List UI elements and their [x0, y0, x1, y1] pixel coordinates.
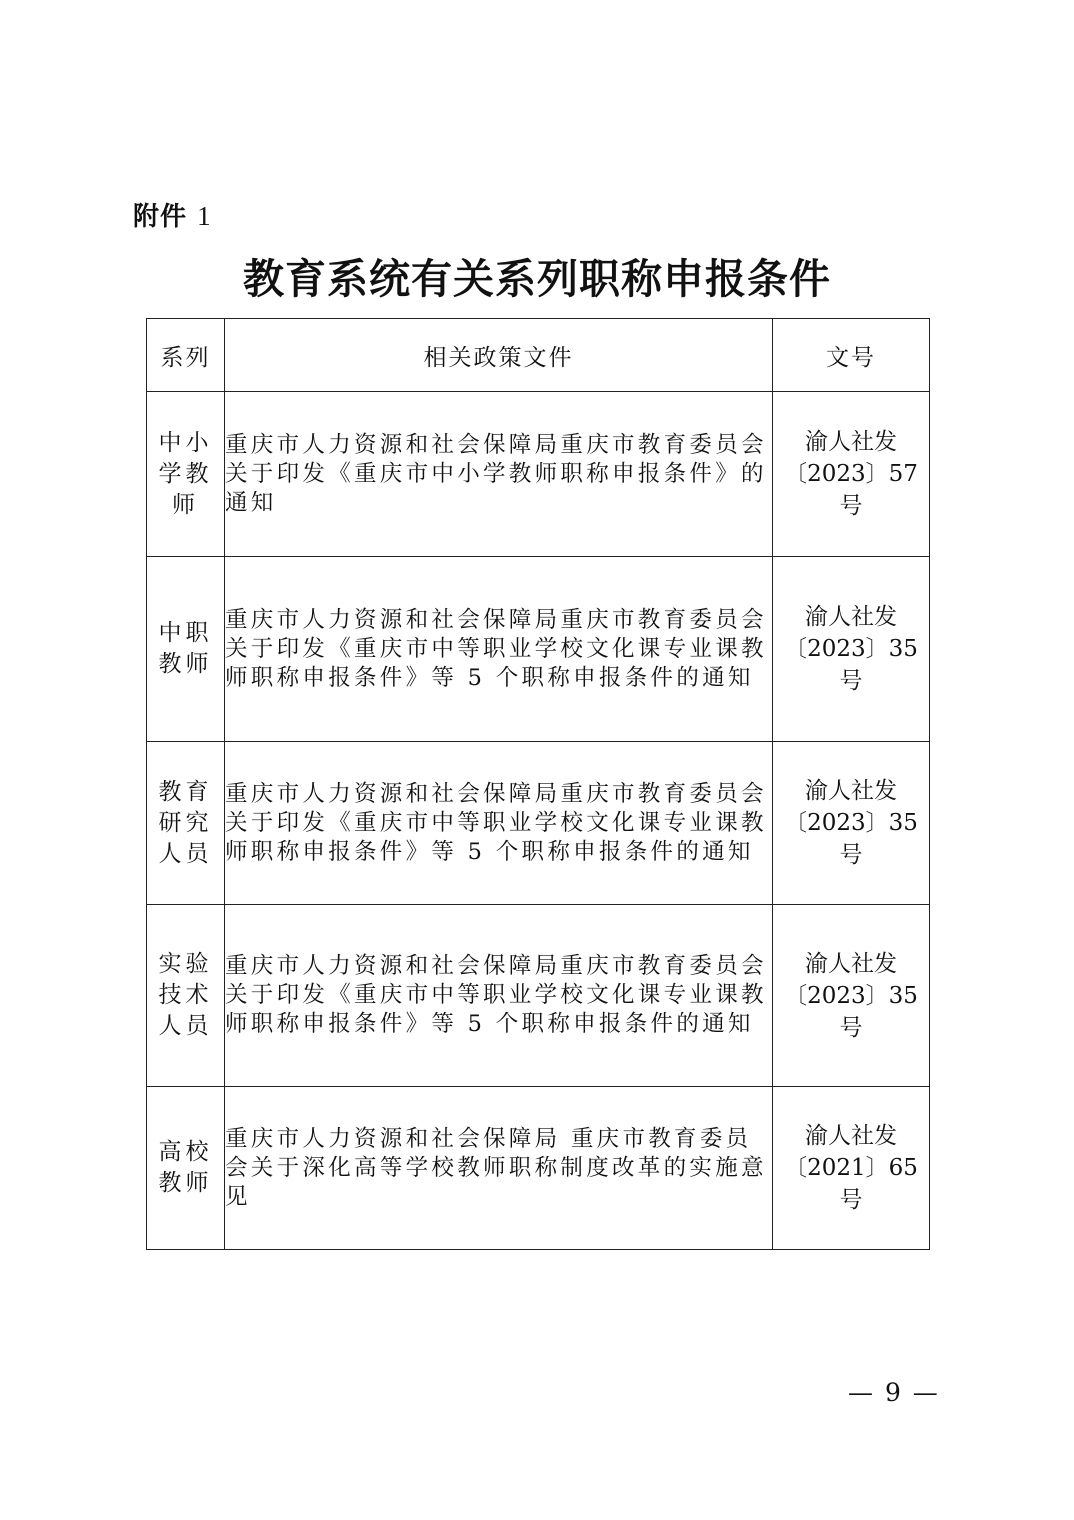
attachment-label-text: 附件	[133, 202, 188, 232]
series-cell: 中职教师	[147, 557, 225, 742]
document-title: 教育系统有关系列职称申报条件	[243, 255, 831, 303]
doc-prefix: 渝人社发	[805, 778, 897, 804]
table-row	[147, 905, 930, 1087]
policy-cell: 重庆市人力资源和社会保障局重庆市教育委员会关于印发《重庆市中等职业学校文化课专业课教师职称申报条件》等 5 个职称申报条件的通知	[225, 742, 773, 905]
table-row	[147, 1087, 930, 1250]
table-row	[147, 392, 930, 557]
attachment-number: 1	[197, 201, 212, 231]
series-cell: 高校教师	[147, 1087, 225, 1250]
page-number: — 9 —	[848, 1378, 940, 1407]
column-header-doc-no: 文号	[773, 319, 930, 392]
table-row	[147, 557, 930, 742]
doc-prefix: 渝人社发	[805, 1123, 897, 1149]
conditions-table	[146, 318, 930, 1250]
doc-number: 〔2023〕57 号	[784, 461, 918, 519]
doc-number: 〔2023〕35 号	[784, 982, 918, 1041]
doc-prefix: 渝人社发	[805, 429, 897, 455]
doc-number: 〔2023〕35 号	[784, 636, 918, 694]
doc-prefix: 渝人社发	[805, 604, 897, 630]
doc-no-cell	[773, 742, 930, 905]
table-row	[147, 742, 930, 905]
policy-cell: 重庆市人力资源和社会保障局重庆市教育委员会关于印发《重庆市中小学教师职称申报条件》的通知	[225, 392, 773, 557]
series-cell: 教育研究人员	[147, 742, 225, 905]
doc-no-cell	[773, 392, 930, 557]
doc-no-cell	[773, 1087, 930, 1250]
table-header-row	[147, 319, 930, 392]
series-cell: 实验技术人员	[147, 905, 225, 1087]
policy-cell: 重庆市人力资源和社会保障局 重庆市教育委员会关于深化高等学校教师职称制度改革的实施意见	[225, 1087, 773, 1250]
policy-cell: 重庆市人力资源和社会保障局重庆市教育委员会关于印发《重庆市中等职业学校文化课专业课教师职称申报条件》等 5 个职称申报条件的通知	[225, 905, 773, 1087]
doc-no-cell	[773, 557, 930, 742]
series-cell: 中小学教师	[147, 392, 225, 557]
doc-number: 〔2021〕65 号	[784, 1155, 918, 1213]
column-header-policy: 相关政策文件	[225, 319, 773, 392]
doc-prefix: 渝人社发	[805, 950, 897, 977]
doc-no-cell	[773, 905, 930, 1087]
attachment-label	[133, 196, 212, 233]
column-header-series: 系列	[147, 319, 225, 392]
policy-cell: 重庆市人力资源和社会保障局重庆市教育委员会关于印发《重庆市中等职业学校文化课专业课教师职称申报条件》等 5 个职称申报条件的通知	[225, 557, 773, 742]
doc-number: 〔2023〕35 号	[784, 810, 918, 868]
